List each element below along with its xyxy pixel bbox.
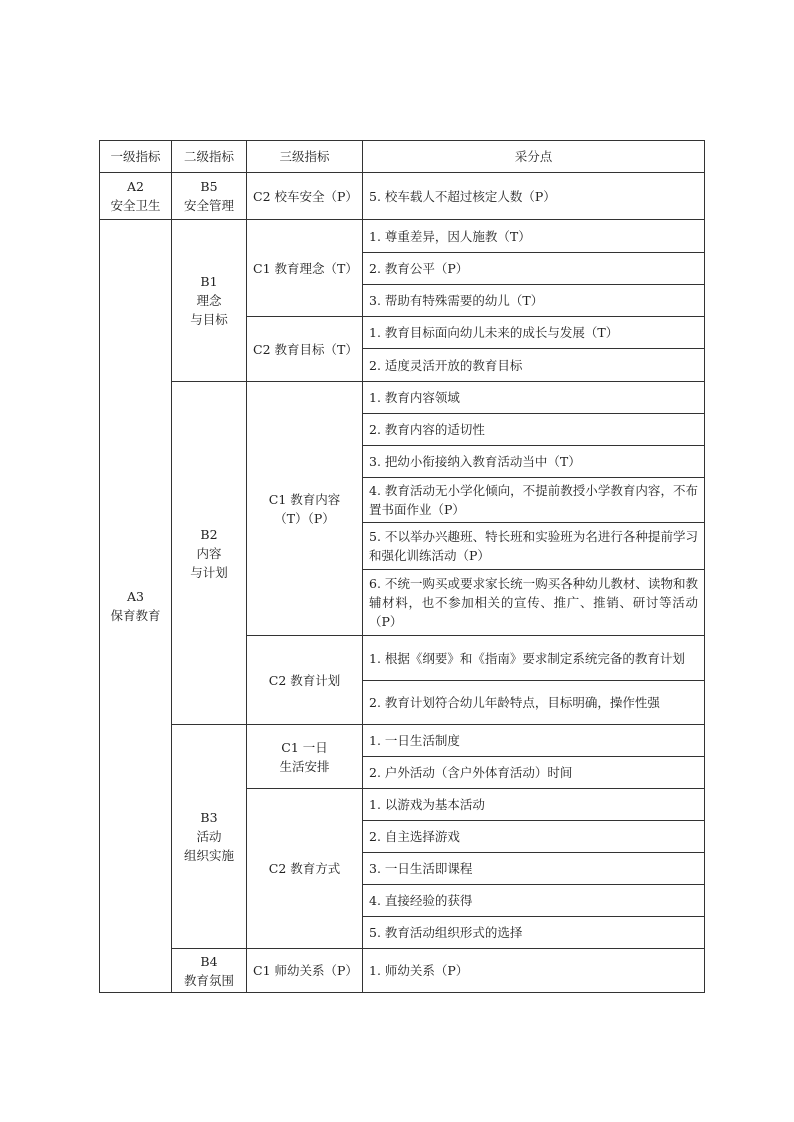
table-row [100,382,705,414]
indicator-b1-code: B1 [200,274,218,289]
indicator-b2-title-2: 与计划 [190,564,228,580]
indicator-b2-c1 [247,382,363,636]
indicator-b4-code: B4 [200,953,218,969]
scoring-point: 1. 一日生活制度 [363,725,705,757]
scoring-point: 6. 不统一购买或要求家长统一购买各种幼儿教材、读物和教辅材料，也不参加相关的宣传、推广、推销、研讨等活动（P） [363,570,705,636]
scoring-point: 2. 适度灵活开放的教育目标 [363,349,705,382]
scoring-point: 1. 根据《纲要》和《指南》要求制定系统完备的教育计划 [363,636,705,681]
indicator-b4 [172,949,247,993]
indicator-a2 [100,173,172,220]
table-row [100,949,705,993]
header-level1: 一级指标 [100,141,172,173]
scoring-point: 2. 教育内容的适切性 [363,414,705,446]
scoring-point: 1. 教育内容领域 [363,382,705,414]
scoring-point: 5. 不以举办兴趣班、特长班和实验班为名进行各种提前学习和强化训练活动（P） [363,523,705,570]
header-level2: 二级指标 [172,141,247,173]
indicator-b3-title-1: 活动 [196,829,222,844]
scoring-point: 1. 师幼关系（P） [363,949,705,993]
indicator-b5 [172,173,247,220]
scoring-point: 2. 自主选择游戏 [363,821,705,853]
scoring-point: 2. 教育公平（P） [363,253,705,285]
scoring-point: 3. 一日生活即课程 [363,853,705,885]
scoring-point: 5. 校车载人不超过核定人数（P） [363,173,705,220]
scoring-point: 2. 教育计划符合幼儿年龄特点，目标明确，操作性强 [363,681,705,725]
indicator-b2-c1-title: C1 教育内容 [268,491,341,507]
indicator-b3-title-2: 组织实施 [183,848,234,863]
indicator-b4-title: 教育氛围 [183,972,234,988]
table-row [100,173,705,220]
indicator-b5-title: 安全管理 [183,198,234,213]
indicator-b1 [172,220,247,382]
scoring-point: 3. 把幼小衔接纳入教育活动当中（T） [363,446,705,478]
indicator-b3 [172,725,247,949]
scoring-point: 3. 帮助有特殊需要的幼儿（T） [363,285,705,317]
indicator-a3 [100,220,172,993]
indicator-b2 [172,382,247,725]
header-level3: 三级指标 [247,141,363,173]
indicator-b1-c2: C2 教育目标（T） [247,317,363,382]
indicator-b4-c1: C1 师幼关系（P） [247,949,363,993]
indicator-a3-title: 保育教育 [110,608,161,623]
indicator-b5-code: B5 [200,179,218,194]
scoring-point: 1. 尊重差异，因人施教（T） [363,220,705,253]
table-row [100,220,705,253]
scoring-point: 4. 直接经验的获得 [363,885,705,917]
indicator-b3-c1 [247,725,363,789]
table-header-row [100,141,705,173]
indicator-b1-title-1: 理念 [196,293,222,308]
indicator-b2-title-1: 内容 [196,545,222,561]
scoring-point: 1. 教育目标面向幼儿未来的成长与发展（T） [363,317,705,349]
scoring-point: 1. 以游戏为基本活动 [363,789,705,821]
indicator-c2-school-bus: C2 校车安全（P） [247,173,363,220]
scoring-point: 2. 户外活动（含户外体育活动）时间 [363,757,705,789]
indicator-b1-title-2: 与目标 [190,312,228,327]
table-row [100,725,705,757]
indicator-b3-c1-title-1: C1 一日 [281,739,328,755]
indicator-b2-c2: C2 教育计划 [247,636,363,725]
indicator-a2-code: A2 [127,179,144,194]
indicator-b3-code: B3 [200,810,218,825]
indicator-b1-c1: C1 教育理念（T） [247,220,363,317]
indicator-table [99,140,705,993]
indicator-b2-code: B2 [200,526,218,542]
indicator-b3-c1-title-2: 生活安排 [279,758,330,774]
indicator-b3-c2: C2 教育方式 [247,789,363,949]
header-scoring-points: 采分点 [363,141,705,173]
indicator-a3-code: A3 [127,589,144,604]
indicator-a2-title: 安全卫生 [110,198,161,213]
scoring-point: 5. 教育活动组织形式的选择 [363,917,705,949]
indicator-b2-c1-tags: （T）（P） [274,510,335,526]
scoring-point: 4. 教育活动无小学化倾向，不提前教授小学教育内容，不布置书面作业（P） [363,478,705,523]
